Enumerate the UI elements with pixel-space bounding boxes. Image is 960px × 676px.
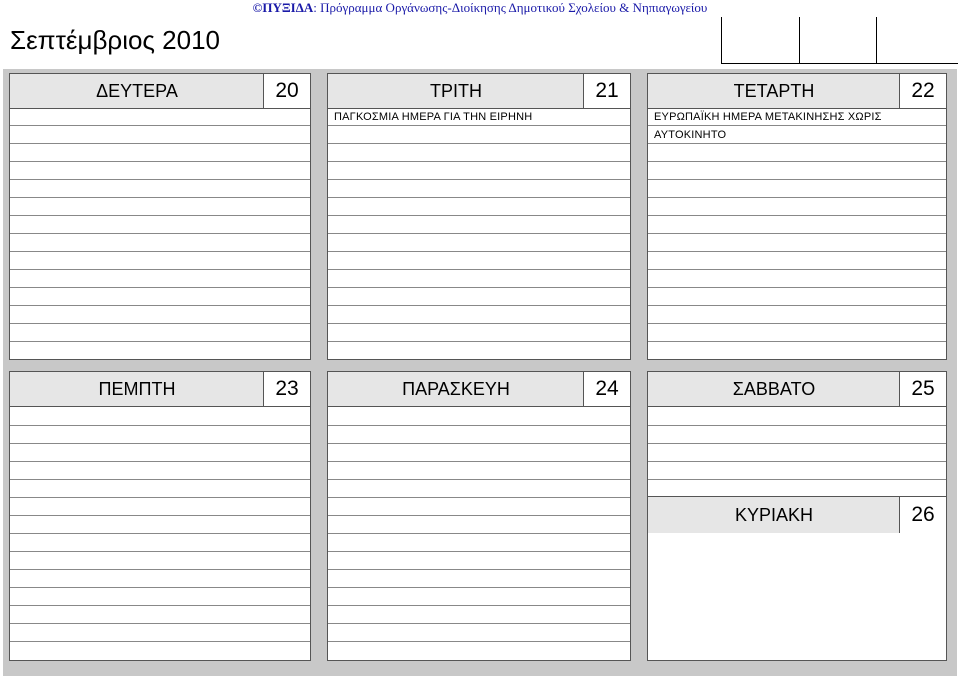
day-box-friday (327, 371, 631, 661)
ruled-line (648, 425, 946, 426)
day-header (648, 497, 946, 533)
ruled-line (648, 197, 946, 198)
ruled-line (10, 641, 310, 642)
month-title: Σεπτέμβριος 2010 (10, 25, 221, 55)
ruled-line (10, 443, 310, 444)
day-header (10, 372, 310, 407)
ruled-line (648, 323, 946, 324)
ruled-line (328, 233, 630, 234)
ruled-line (328, 641, 630, 642)
ruled-line (10, 197, 310, 198)
ruled-line (10, 587, 310, 588)
ruled-line (648, 461, 946, 462)
ruled-line (328, 215, 630, 216)
header-grid-divider (799, 17, 800, 63)
ruled-line (648, 233, 946, 234)
ruled-line (328, 569, 630, 570)
day-header (328, 372, 630, 407)
ruled-line (328, 161, 630, 162)
ruled-line (10, 251, 310, 252)
day-header (10, 74, 310, 109)
day-box-tuesday (327, 73, 631, 360)
day-name: ΤΕΤΑΡΤΗ (733, 81, 815, 101)
day-event: ΑΥΤΟΚΙΝΗΤΟ (654, 129, 727, 141)
ruled-line (328, 515, 630, 516)
ruled-line (10, 287, 310, 288)
ruled-line (648, 287, 946, 288)
ruled-line (10, 479, 310, 480)
day-number: 20 (275, 79, 299, 102)
day-name: ΤΡΙΤΗ (430, 81, 482, 101)
ruled-line (328, 533, 630, 534)
ruled-line (328, 179, 630, 180)
ruled-line (328, 497, 630, 498)
ruled-line (328, 287, 630, 288)
ruled-line (328, 269, 630, 270)
day-box-thursday (9, 371, 311, 661)
ruled-line (648, 215, 946, 216)
ruled-line (328, 305, 630, 306)
document-subtitle: : Πρόγραμμα Οργάνωσης-Διοίκησης Δημοτικού Σχολείου & Νηπιαγωγείου (313, 0, 708, 15)
ruled-line (328, 461, 630, 462)
ruled-line (648, 143, 946, 144)
ruled-line (328, 341, 630, 342)
day-event: ΠΑΓΚΟΣΜΙΑ ΗΜΕΡΑ ΓΙΑ ΤΗΝ ΕΙΡΗΝΗ (334, 111, 533, 123)
ruled-line (328, 251, 630, 252)
ruled-line (10, 515, 310, 516)
ruled-line (648, 443, 946, 444)
day-number: 26 (911, 503, 935, 526)
day-number: 24 (595, 377, 619, 400)
ruled-line (328, 323, 630, 324)
day-name: ΚΥΡΙΑΚΗ (734, 505, 814, 525)
day-number: 23 (275, 377, 299, 400)
ruled-line (10, 215, 310, 216)
day-number-box (899, 497, 946, 533)
day-number-box (583, 74, 630, 108)
ruled-line (10, 323, 310, 324)
day-number-box (263, 74, 310, 108)
day-number: 25 (911, 377, 935, 400)
day-box-sunday (647, 496, 947, 661)
ruled-line (328, 443, 630, 444)
day-name: ΠΕΜΠΤΗ (98, 379, 176, 399)
day-header (328, 74, 630, 109)
day-number-box (899, 74, 946, 108)
ruled-line (328, 587, 630, 588)
day-event: ΕΥΡΩΠΑΪΚΗ ΗΜΕΡΑ ΜΕΤΑΚΙΝΗΣΗΣ ΧΩΡΙΣ (654, 111, 882, 123)
day-number: 21 (595, 79, 619, 102)
ruled-line (648, 305, 946, 306)
header-grid-divider (876, 17, 877, 63)
ruled-line (648, 251, 946, 252)
ruled-line (10, 161, 310, 162)
ruled-line (10, 269, 310, 270)
document-header-title (0, 0, 960, 16)
day-box-wednesday (647, 73, 947, 360)
ruled-line (10, 233, 310, 234)
ruled-line (328, 425, 630, 426)
header-grid-box (721, 17, 958, 64)
ruled-line (648, 179, 946, 180)
ruled-line (10, 569, 310, 570)
day-name: ΔΕΥΤΕΡΑ (96, 81, 178, 101)
day-header (648, 74, 946, 109)
day-box-monday (9, 73, 311, 360)
ruled-line (648, 341, 946, 342)
ruled-line (10, 341, 310, 342)
ruled-line (328, 605, 630, 606)
day-header (648, 372, 946, 407)
ruled-line (10, 179, 310, 180)
day-number-box (899, 372, 946, 406)
day-number-box (263, 372, 310, 406)
ruled-line (10, 461, 310, 462)
ruled-line (10, 125, 310, 126)
ruled-line (10, 551, 310, 552)
ruled-line (10, 533, 310, 534)
ruled-line (328, 197, 630, 198)
ruled-line (328, 479, 630, 480)
ruled-line (328, 143, 630, 144)
ruled-line (648, 269, 946, 270)
day-number-box (583, 372, 630, 406)
ruled-line (328, 623, 630, 624)
ruled-line (10, 497, 310, 498)
copyright-brand: ©ΠΥΞΙΔΑ (252, 0, 314, 15)
day-name: ΣΑΒΒΑΤΟ (732, 379, 816, 399)
ruled-line (648, 125, 946, 126)
ruled-line (10, 623, 310, 624)
ruled-line (10, 425, 310, 426)
day-name: ΠΑΡΑΣΚΕΥΗ (402, 379, 510, 399)
ruled-line (10, 143, 310, 144)
ruled-line (328, 551, 630, 552)
day-number: 22 (911, 79, 935, 102)
ruled-line (10, 605, 310, 606)
ruled-line (328, 125, 630, 126)
ruled-line (10, 305, 310, 306)
ruled-line (648, 479, 946, 480)
ruled-line (648, 161, 946, 162)
